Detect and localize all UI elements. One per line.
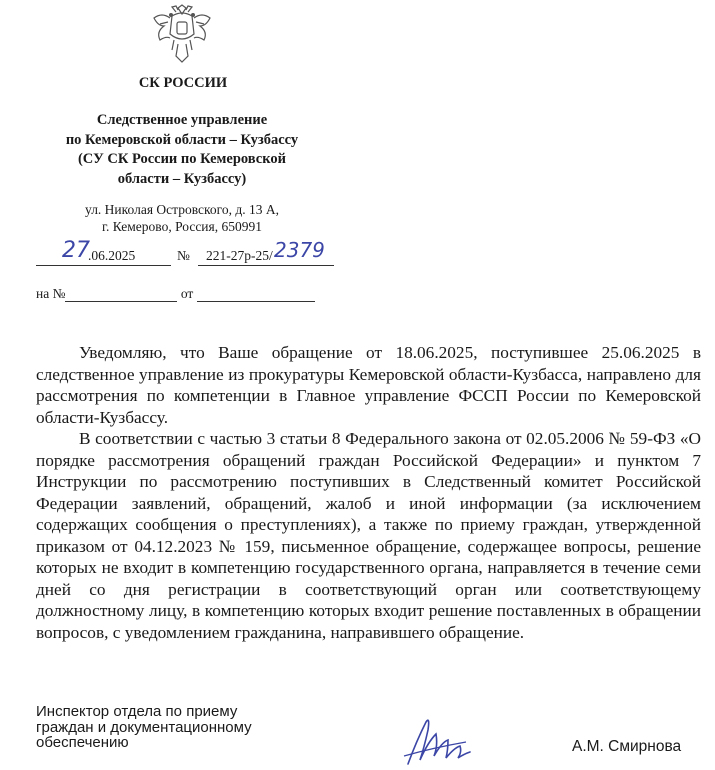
signatory-name: А.М. Смирнова <box>572 738 682 755</box>
department-line: Следственное управление <box>96 112 268 128</box>
date-underline <box>36 265 171 266</box>
reference-row <box>36 286 315 302</box>
agency-name: СК РОССИИ <box>138 75 228 91</box>
department-line: по Кемеровской области – Кузбассу <box>65 131 299 148</box>
department-block <box>44 111 320 189</box>
body-paragraph: Уведомляю, что Ваше обращение от 18.06.2025, поступившее 25.06.2025 в следственное управление из прокуратуры Кемеровской области-Кузбасса, направлено для рассмотрения по компетенции в Главное управление ФССП России по Кемеровской области-Кузбассу. <box>36 343 701 427</box>
address-line: ул. Николая Островского, д. 13 А, <box>85 202 279 217</box>
body-paragraph: В соответствии с частью 3 статьи 8 Федерального закона от 02.05.2006 № 59-ФЗ «О порядке рассмотрения обращений граждан Российской Федерации» и пунктом 7 Инструкции по рассмотрению поступивших в Следственный комитет Российской Федерации заявлений, обращений, жалоб и иной информации (за исключением содержащих сообщения о преступлениях), а также по приему граждан, утвержденной приказом от 04.12.2023 № 159, письменное обращение, содержащее вопросы, решение которых не входит в компетенцию государственного органа, направляется в течение семи дней со дня регистрации в соответствующий орган или соответствующему должностному лицу, в компетенцию которых входит решение поставленных в обращении вопросов, с уведомлением гражданина, направившего обращение. <box>36 429 701 642</box>
department-line: (СУ СК России по Кемеровской <box>77 151 287 167</box>
reference-date-blank <box>197 287 315 302</box>
registration-row <box>36 238 336 268</box>
signatory-title <box>36 704 296 751</box>
address-block <box>44 201 320 235</box>
department-line: области – Кузбассу) <box>117 170 247 187</box>
number-underline <box>198 265 334 266</box>
number-sign: № <box>177 248 190 263</box>
signatory-title-line: обеспечению <box>36 734 129 751</box>
reference-prefix: на № <box>36 286 66 301</box>
double-headed-eagle-icon <box>150 4 214 66</box>
date-printed: .06.2025 <box>88 248 136 263</box>
handwritten-signature-icon <box>402 712 472 770</box>
address-line: г. Кемерово, Россия, 650991 <box>102 219 262 234</box>
reference-number-blank <box>65 287 177 302</box>
number-handwritten: 2379 <box>274 238 325 262</box>
date-handwritten: 27 <box>62 238 90 263</box>
number-printed: 221-27р-25/ <box>206 248 273 263</box>
signatory-title-line: граждан и документационному <box>36 718 252 736</box>
reference-from: от <box>180 286 194 301</box>
letter-body <box>36 342 701 643</box>
signatory-title-line: Инспектор отдела по приему <box>36 703 238 720</box>
